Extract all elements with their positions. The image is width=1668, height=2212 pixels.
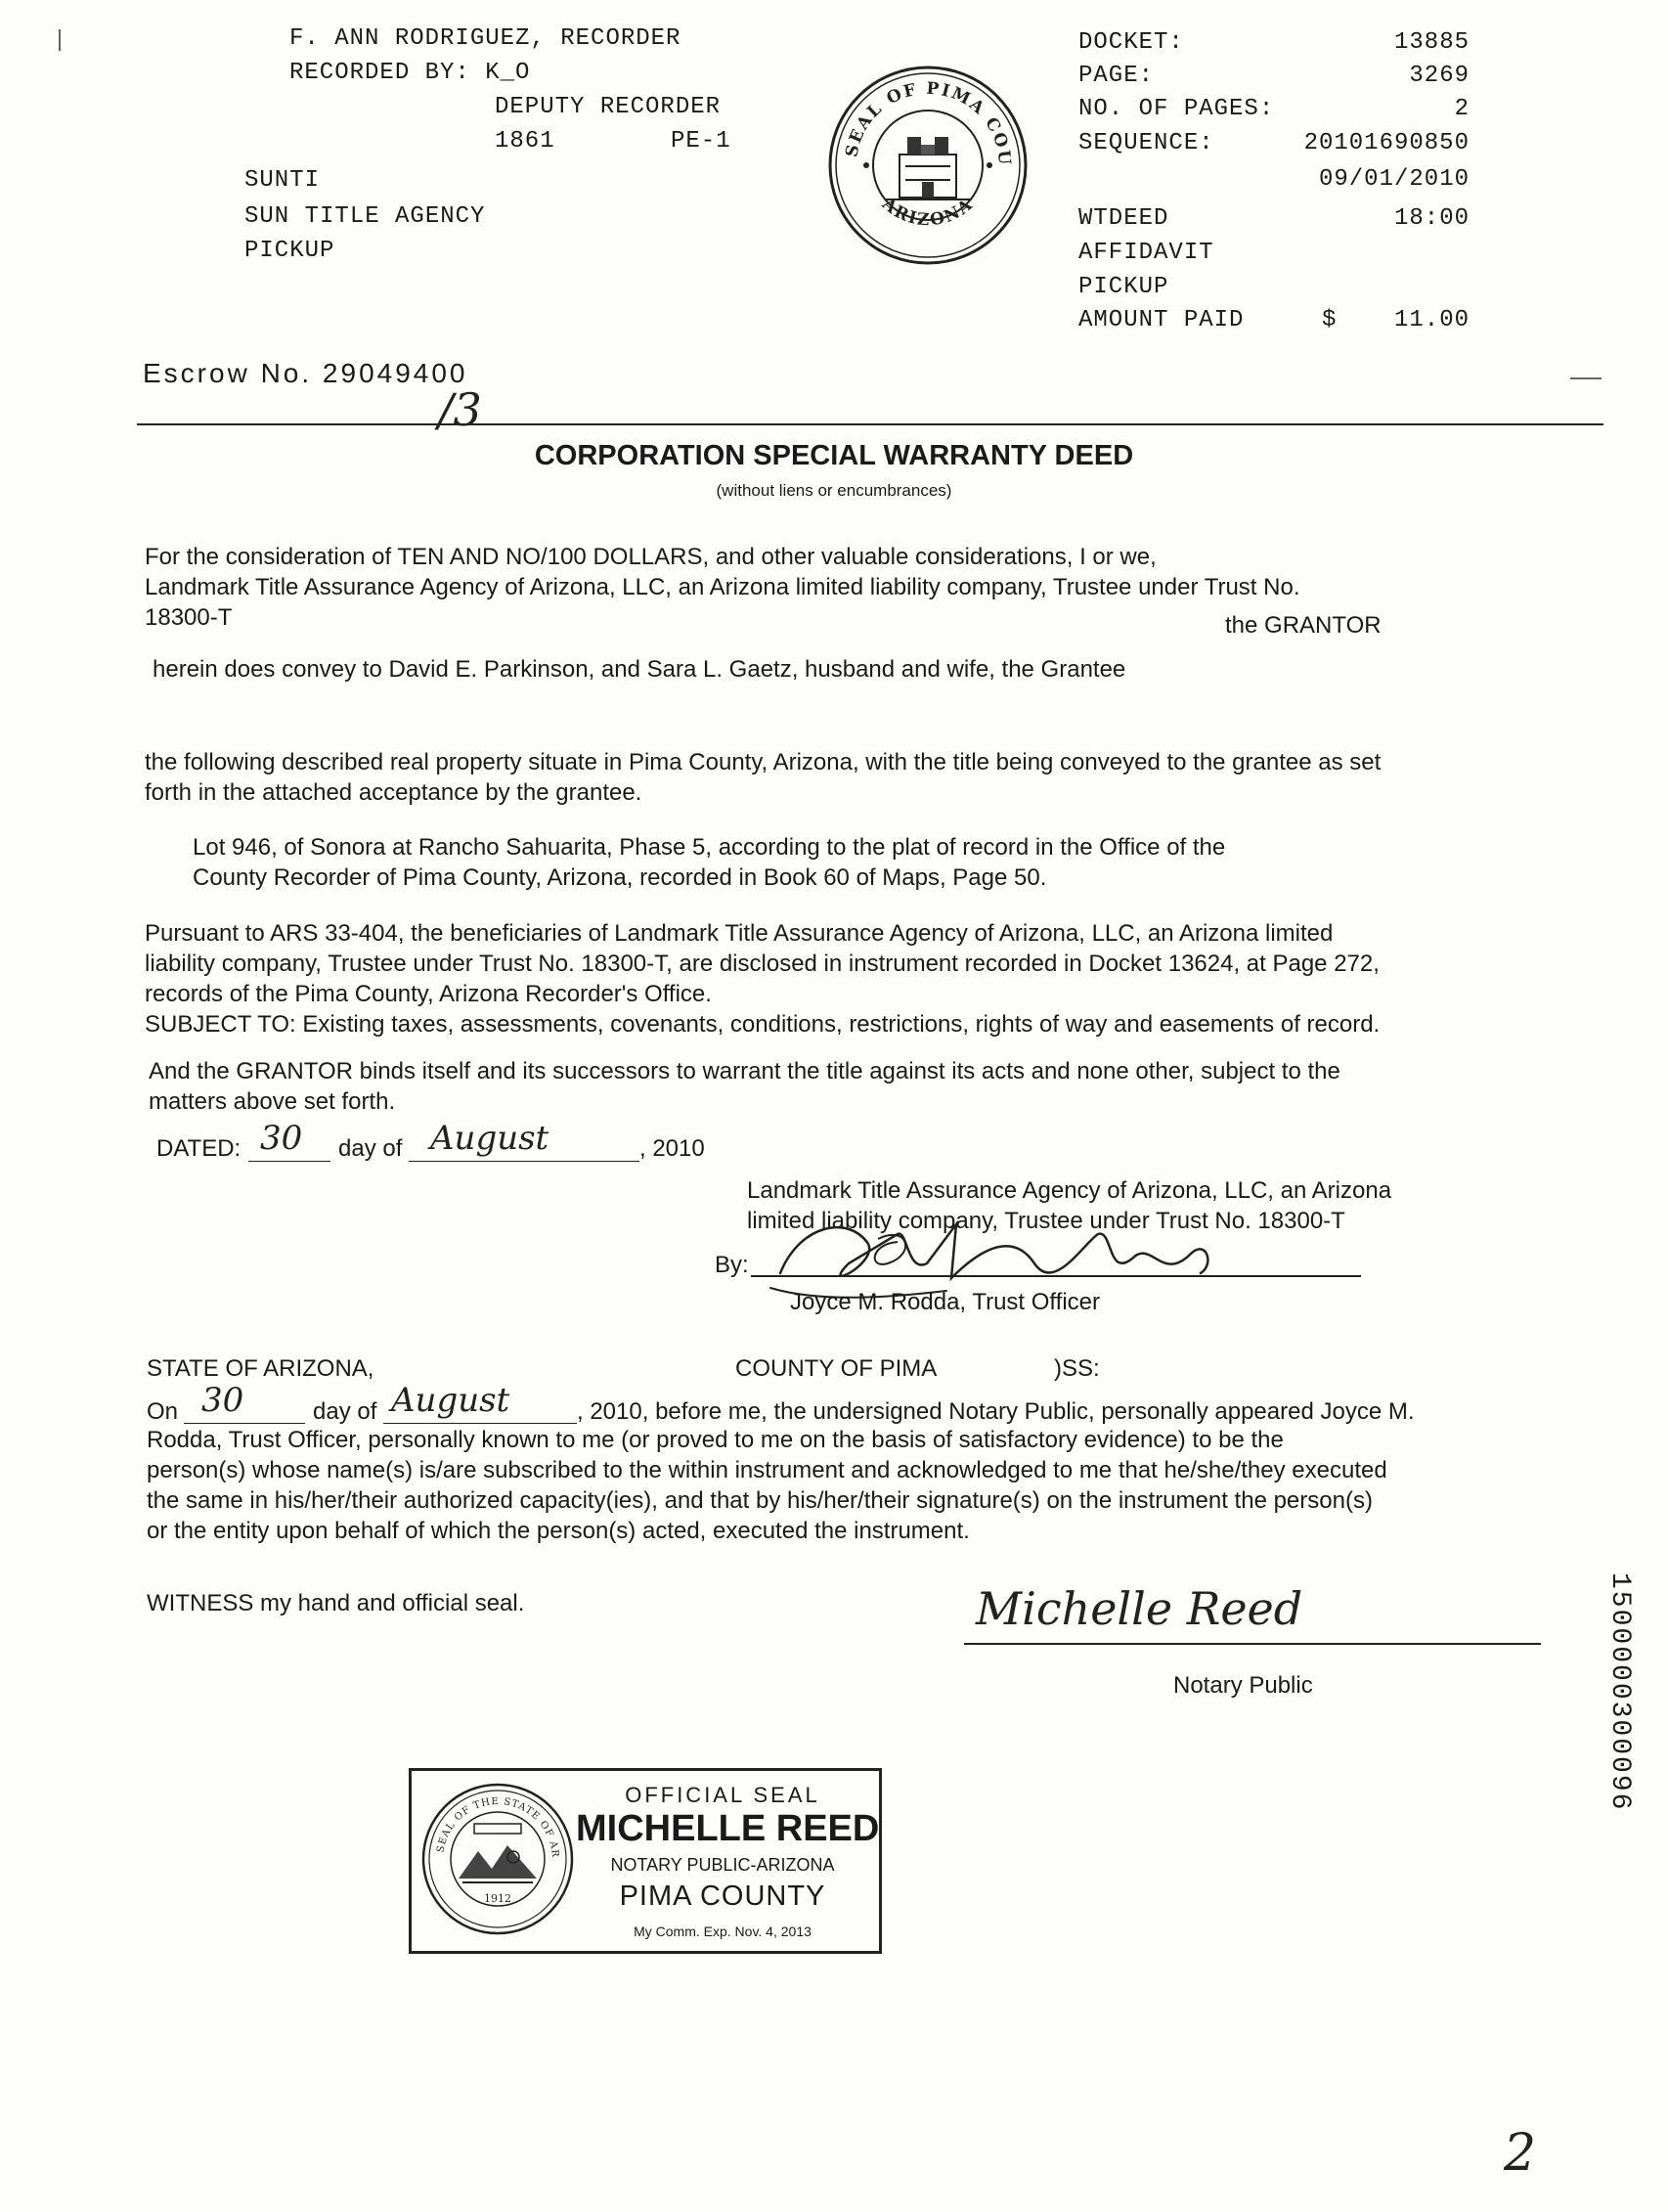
deputy-recorder: DEPUTY RECORDER bbox=[495, 94, 722, 120]
grantor-company-line: Landmark Title Assurance Agency of Arizona, LLC, an Arizona bbox=[747, 1177, 1392, 1204]
legal-description bbox=[193, 832, 1225, 893]
binds-paragraph bbox=[149, 1056, 1340, 1117]
notary-ss: )SS: bbox=[1054, 1355, 1100, 1382]
dated-day-line bbox=[248, 1161, 330, 1162]
dated-month: August bbox=[430, 1119, 549, 1158]
notary-body-line: or the entity upon behalf of which the person(s) acted, executed the instrument. bbox=[147, 1518, 970, 1544]
recorder-station: PE-1 bbox=[671, 128, 731, 155]
escrow-handwritten: /3 bbox=[438, 383, 482, 436]
num-pages-value: 2 bbox=[1454, 96, 1470, 122]
seal-name: MICHELLE REED bbox=[576, 1808, 880, 1849]
sequence-label: SEQUENCE: bbox=[1078, 130, 1214, 156]
pursuant-line: liability company, Trustee under Trust No. 18300-T, are disclosed in instrument recorded in Docket 13624, at Page 272, bbox=[145, 951, 1380, 977]
escrow-number: Escrow No. 29049400 bbox=[143, 358, 468, 388]
currency-symbol: $ bbox=[1322, 307, 1338, 333]
notary-signature: Michelle Reed bbox=[976, 1582, 1303, 1635]
document-type: WTDEED bbox=[1078, 205, 1169, 232]
recorder-name: F. ANN RODRIGUEZ, RECORDER bbox=[289, 25, 681, 52]
submitter-code: SUNTI bbox=[244, 167, 321, 194]
property-line: the following described real property situate in Pima County, Arizona, with the title being conveyed to the grantee as set bbox=[145, 749, 1382, 775]
dated-year: , 2010 bbox=[639, 1135, 705, 1162]
grantor-company-line: limited liability company, Trustee under Trust No. 18300-T bbox=[747, 1208, 1345, 1234]
pursuant-line: records of the Pima County, Arizona Recorder's Office. bbox=[145, 981, 712, 1007]
notary-day-of: day of bbox=[313, 1398, 377, 1425]
consideration-line: For the consideration of TEN AND NO/100 DOLLARS, and other valuable considerations, I or we, bbox=[145, 544, 1157, 570]
notary-day: 30 bbox=[201, 1381, 244, 1420]
consideration-line: Landmark Title Assurance Agency of Arizona, LLC, an Arizona limited liability company, Trustee under Trust No. bbox=[145, 574, 1300, 600]
notary-signature-line bbox=[964, 1643, 1541, 1645]
notary-body-line: person(s) whose name(s) is/are subscribed to the within instrument and acknowledged to me that he/she/they executed bbox=[147, 1457, 1387, 1483]
notary-state: STATE OF ARIZONA, bbox=[147, 1355, 374, 1382]
page-number: 2 bbox=[1504, 2124, 1537, 2183]
deed-subtitle: (without liens or encumbrances) bbox=[716, 481, 952, 500]
submitter-pickup: PICKUP bbox=[244, 238, 335, 264]
notary-month: August bbox=[391, 1381, 510, 1420]
margin-code-text: 1500000300096 bbox=[1604, 1572, 1635, 1812]
notary-title: Notary Public bbox=[1173, 1672, 1313, 1699]
notary-body-line: Rodda, Trust Officer, personally known to me (or proved to me on the basis of satisfactory evidence) to be the bbox=[147, 1427, 1284, 1453]
notary-body bbox=[147, 1425, 1387, 1546]
sequence-value: 20101690850 bbox=[1303, 130, 1470, 156]
property-paragraph bbox=[145, 747, 1381, 808]
escrow-number-clip bbox=[143, 358, 468, 404]
scan-mark bbox=[59, 29, 61, 51]
page-value: 3269 bbox=[1409, 63, 1470, 89]
dated-day-of: day of bbox=[338, 1135, 403, 1162]
seal-county: PIMA COUNTY bbox=[619, 1880, 826, 1912]
amount-paid-value: 11.00 bbox=[1393, 307, 1470, 333]
recorded-time: 18:00 bbox=[1393, 205, 1470, 232]
binds-line: matters above set forth. bbox=[149, 1088, 396, 1115]
property-line: forth in the attached acceptance by the grantee. bbox=[145, 779, 642, 806]
amount-paid-label: AMOUNT PAID bbox=[1078, 307, 1245, 333]
recorder-code: 1861 bbox=[495, 128, 555, 155]
header-divider bbox=[137, 423, 1603, 425]
state-seal-text: SEAL OF THE STATE OF AR bbox=[435, 1795, 561, 1859]
recorded-date: 09/01/2010 bbox=[1318, 166, 1470, 193]
state-seal-year: 1912 bbox=[484, 1892, 511, 1905]
notary-day-line bbox=[184, 1423, 305, 1424]
dated-label: DATED: bbox=[156, 1135, 241, 1162]
submitter-agency: SUN TITLE AGENCY bbox=[244, 203, 486, 230]
docket-value: 13885 bbox=[1393, 29, 1470, 56]
affidavit-label: AFFIDAVIT bbox=[1078, 240, 1214, 266]
pursuant-line: Pursuant to ARS 33-404, the beneficiaries of Landmark Title Assurance Agency of Arizona, LLC, an Arizona limited bbox=[145, 920, 1334, 947]
grantor-label: the GRANTOR bbox=[1225, 612, 1382, 639]
num-pages-label: NO. OF PAGES: bbox=[1078, 96, 1275, 122]
pickup-label: PICKUP bbox=[1078, 274, 1169, 300]
seal-role: NOTARY PUBLIC-ARIZONA bbox=[610, 1855, 835, 1875]
pursuant-paragraph bbox=[145, 918, 1380, 1040]
county-seal-bottom-text: ARIZONA bbox=[878, 194, 978, 231]
notary-month-line bbox=[383, 1423, 577, 1424]
binds-line: And the GRANTOR binds itself and its successors to warrant the title against its acts and none other, subject to the bbox=[149, 1058, 1340, 1084]
scan-mark bbox=[1570, 377, 1602, 379]
by-label: By: bbox=[715, 1252, 749, 1278]
page-label: PAGE: bbox=[1078, 63, 1155, 89]
dated-day: 30 bbox=[260, 1119, 303, 1158]
legal-line: Lot 946, of Sonora at Rancho Sahuarita, Phase 5, according to the plat of record in the Office of the bbox=[193, 834, 1226, 861]
notary-year-statement: , 2010, before me, the undersigned Notary Public, personally appeared Joyce M. bbox=[577, 1398, 1415, 1425]
pima-county-seal bbox=[827, 65, 1029, 266]
deed-title: CORPORATION SPECIAL WARRANTY DEED bbox=[534, 440, 1134, 471]
docket-label: DOCKET: bbox=[1078, 29, 1184, 56]
dated-month-line bbox=[409, 1161, 639, 1162]
official-seal-stamp bbox=[409, 1768, 882, 1954]
consideration-paragraph bbox=[145, 542, 1299, 633]
seal-heading: OFFICIAL SEAL bbox=[625, 1783, 820, 1807]
recorded-by: RECORDED BY: K_O bbox=[289, 60, 531, 86]
subject-to-line: SUBJECT TO: Existing taxes, assessments, covenants, conditions, restrictions, rights of way and easements of record. bbox=[145, 1011, 1381, 1038]
arizona-state-seal bbox=[419, 1781, 576, 1937]
margin-code bbox=[1605, 1572, 1645, 1866]
seal-expiry: My Comm. Exp. Nov. 4, 2013 bbox=[634, 1924, 812, 1939]
svg-text:GREAT SEAL OF THE STATE OF ARI bbox=[419, 1781, 560, 1858]
notary-on-label: On bbox=[147, 1398, 179, 1425]
convey-statement: herein does convey to David E. Parkinson, and Sara L. Gaetz, husband and wife, the Grantee bbox=[153, 656, 1126, 683]
grantor-signer: Joyce M. Rodda, Trust Officer bbox=[790, 1289, 1101, 1315]
county-seal-top-text: SEAL OF PIMA COU bbox=[842, 78, 1015, 168]
witness-statement: WITNESS my hand and official seal. bbox=[147, 1590, 525, 1616]
consideration-line: 18300-T bbox=[145, 604, 233, 631]
notary-county: COUNTY OF PIMA bbox=[735, 1355, 938, 1382]
notary-body-line: the same in his/her/their authorized capacity(ies), and that by his/her/their signature(s) on the instrument the person(s) bbox=[147, 1487, 1373, 1514]
legal-line: County Recorder of Pima County, Arizona, recorded in Book 60 of Maps, Page 50. bbox=[193, 864, 1047, 891]
